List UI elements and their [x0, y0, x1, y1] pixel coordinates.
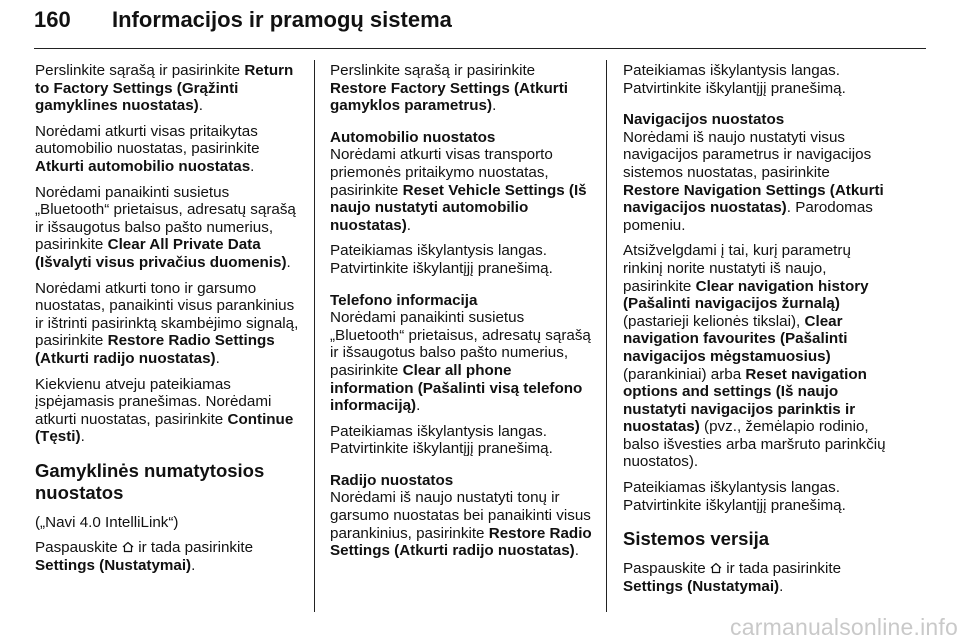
paragraph: Norėdami atkurti tono ir garsumo nuostatas, panaikinti visus parankinius ir ištrinti pasirinktą skambėjimo signalą, pasirinkite Restore Radio Settings (Atkurti radijo nuostatas).: [35, 279, 299, 367]
subsection-heading: Telefono informacija: [330, 291, 478, 309]
paragraph: Norėdami panaikinti susietus „Bluetooth“ prietaisus, adresatų sąrašą ir išsaugotus balso pašto numerius, pasirinkite Clear all phone information (Pašalinti visą telefono informaciją).: [330, 309, 591, 415]
section-heading: Sistemos versija: [623, 528, 770, 550]
setting-option: Settings (Nustatymai): [35, 557, 192, 575]
column-1: [35, 62, 299, 583]
body-text: (pvz., žemėlapio rodinio, balso išvesties arba maršruto parinkčių nuostatos).: [623, 418, 886, 471]
subsection-heading: Automobilio nuostatos: [330, 128, 496, 146]
column-2: [330, 62, 594, 568]
watermark: carmanualsonline.info: [730, 614, 958, 640]
setting-option: Reset Vehicle Settings (Iš naujo nustatyti automobilio nuostatas): [330, 181, 587, 234]
paragraph: Norėdami iš naujo nustatyti tonų ir garsumo nuostatas bei panaikinti visus parankinius, pasirinkite Restore Radio Settings (Atkurti radijo nuostatas).: [330, 489, 592, 560]
body-text: Norėdami atkurti visas pritaikytas automobilio nuostatas, pasirinkite: [35, 122, 260, 158]
body-text: Paspauskite: [35, 539, 118, 557]
setting-option: Restore Radio Settings (Atkurti radijo nuostatas): [35, 332, 275, 367]
body-text: ir tada pasirinkite: [726, 560, 842, 578]
body-text: Perslinkite sąrašą ir pasirinkite: [330, 62, 536, 79]
body-text: Norėdami atkurti tono ir garsumo nuostatas, panaikinti visus parankinius ir ištrinti pasirinktą skambėjimo signalą, pasirinkite: [35, 279, 299, 350]
body-text: Parodomas pomeniu.: [623, 199, 873, 234]
setting-option: Clear navigation favourites (Pašalinti navigacijos mėgstamuosius): [623, 312, 848, 365]
home-icon: [710, 562, 722, 574]
paragraph: Pateikiamas iškylantysis langas. Patvirtinkite iškylantįjį pranešimą.: [330, 422, 553, 458]
paragraph: Pateikiamas iškylantysis langas. Patvirtinkite iškylantįjį pranešimą.: [623, 479, 846, 514]
page-header: [34, 0, 926, 49]
setting-option: Restore Radio Settings (Atkurti radijo nuostatas): [330, 524, 592, 560]
page-number: 160: [34, 7, 71, 32]
setting-option: Continue (Tęsti): [35, 410, 294, 446]
paragraph: Norėdami atkurti visas pritaikytas automobilio nuostatas, pasirinkite Atkurti automobilio nuostatas.: [35, 122, 260, 175]
body-text: ir tada pasirinkite: [138, 539, 254, 557]
body-text: Norėdami panaikinti susietus „Bluetooth“ prietaisus, adresatų sąrašą ir išsaugotus balso pašto numerius, pasirinkite: [35, 183, 296, 254]
setting-option: Clear navigation history (Pašalinti navigacijos žurnalą): [623, 277, 869, 313]
body-text: Norėdami atkurti visas transporto priemonės pritaikymo nuostatas, pasirinkite: [330, 146, 553, 199]
setting-option: Clear all phone information (Pašalinti visą telefono informaciją): [330, 361, 583, 415]
setting-option: Return to Factory Settings (Grąžinti gamyklines nuostatas): [35, 62, 294, 115]
paragraph: Paspauskite ir tada pasirinkite Settings (Nustatymai).: [35, 539, 254, 575]
paragraph: Norėdami atkurti visas transporto priemonės pritaikymo nuostatas, pasirinkite Reset Vehicle Settings (Iš naujo nustatyti automobilio nuostatas).: [330, 146, 587, 234]
column-divider: [314, 60, 315, 612]
paragraph: Paspauskite ir tada pasirinkite Settings (Nustatymai).: [623, 560, 842, 595]
setting-option: Restore Factory Settings (Atkurti gamyklos parametrus): [330, 79, 568, 115]
column-3: [623, 62, 887, 603]
section-heading: Gamyklinės numatytosios nuostatos: [35, 459, 265, 503]
setting-option: Reset navigation options and settings (Iš naujo nustatyti navigacijos parinktis ir nuostatas): [623, 365, 867, 436]
subsection-heading: Navigacijos nuostatos: [623, 111, 785, 129]
body-text: Norėdami panaikinti susietus „Bluetooth“ prietaisus, adresatų sąrašą ir išsaugotus balso pašto numerius, pasirinkite: [330, 309, 591, 379]
body-text: Paspauskite: [623, 560, 706, 578]
paragraph: („Navi 4.0 IntelliLink“): [35, 513, 179, 531]
body-text: Atsižvelgdami į tai, kurį parametrų rinkinį norite nustatyti iš naujo, pasirinkite: [623, 242, 851, 295]
paragraph: Norėdami iš naujo nustatyti visus navigacijos parametrus ir navigacijos sistemos nuostatas, pasirinkite Restore Navigation Settings (Atkurti navigacijos nuostatas). Parodomas pomeniu.: [623, 128, 884, 234]
paragraph: Kiekvienu atveju pateikiamas įspėjamasis pranešimas. Norėdami atkurti nuostatas, pasirinkite Continue (Tęsti).: [35, 375, 294, 446]
body-text: Perslinkite sąrašą ir pasirinkite: [35, 62, 241, 79]
paragraph: Perslinkite sąrašą ir pasirinkite Restore Factory Settings (Atkurti gamyklos parametrus).: [330, 62, 568, 115]
body-text: Kiekvienu atveju pateikiamas įspėjamasis pranešimas. Norėdami atkurti nuostatas, pasirinkite: [35, 375, 272, 428]
paragraph: [623, 242, 887, 471]
paragraph: Pateikiamas iškylantysis langas. Patvirtinkite iškylantįjį pranešimą.: [330, 242, 553, 277]
setting-option: Atkurti automobilio nuostatas: [35, 157, 251, 175]
column-divider: [606, 60, 607, 612]
setting-option: Clear All Private Data (Išvalyti visus privačius duomenis): [35, 236, 287, 271]
paragraph: Pateikiamas iškylantysis langas. Patvirtinkite iškylantįjį pranešimą.: [623, 62, 846, 97]
home-icon: [122, 541, 134, 553]
paragraph: Norėdami panaikinti susietus „Bluetooth“ prietaisus, adresatų sąrašą ir išsaugotus balso pašto numerius, pasirinkite Clear All Private Data (Išvalyti visus privačius duomenis).: [35, 183, 296, 271]
setting-option: Restore Navigation Settings (Atkurti navigacijos nuostatas): [623, 181, 884, 217]
body-text: (parankiniai) arba: [623, 365, 742, 383]
body-text: Norėdami iš naujo nustatyti visus navigacijos parametrus ir navigacijos sistemos nuostatas, pasirinkite: [623, 128, 872, 181]
setting-option: Settings (Nustatymai): [623, 577, 780, 595]
body-text: (pastarieji kelionės tikslai),: [623, 312, 801, 330]
body-text: Norėdami iš naujo nustatyti tonų ir garsumo nuostatas bei panaikinti visus parankinius, pasirinkite: [330, 489, 591, 542]
paragraph: Perslinkite sąrašą ir pasirinkite Return to Factory Settings (Grąžinti gamyklines nuostatas).: [35, 62, 294, 115]
subsection-heading: Radijo nuostatos: [330, 471, 454, 489]
page-title: Informacijos ir pramogų sistema: [112, 7, 452, 32]
